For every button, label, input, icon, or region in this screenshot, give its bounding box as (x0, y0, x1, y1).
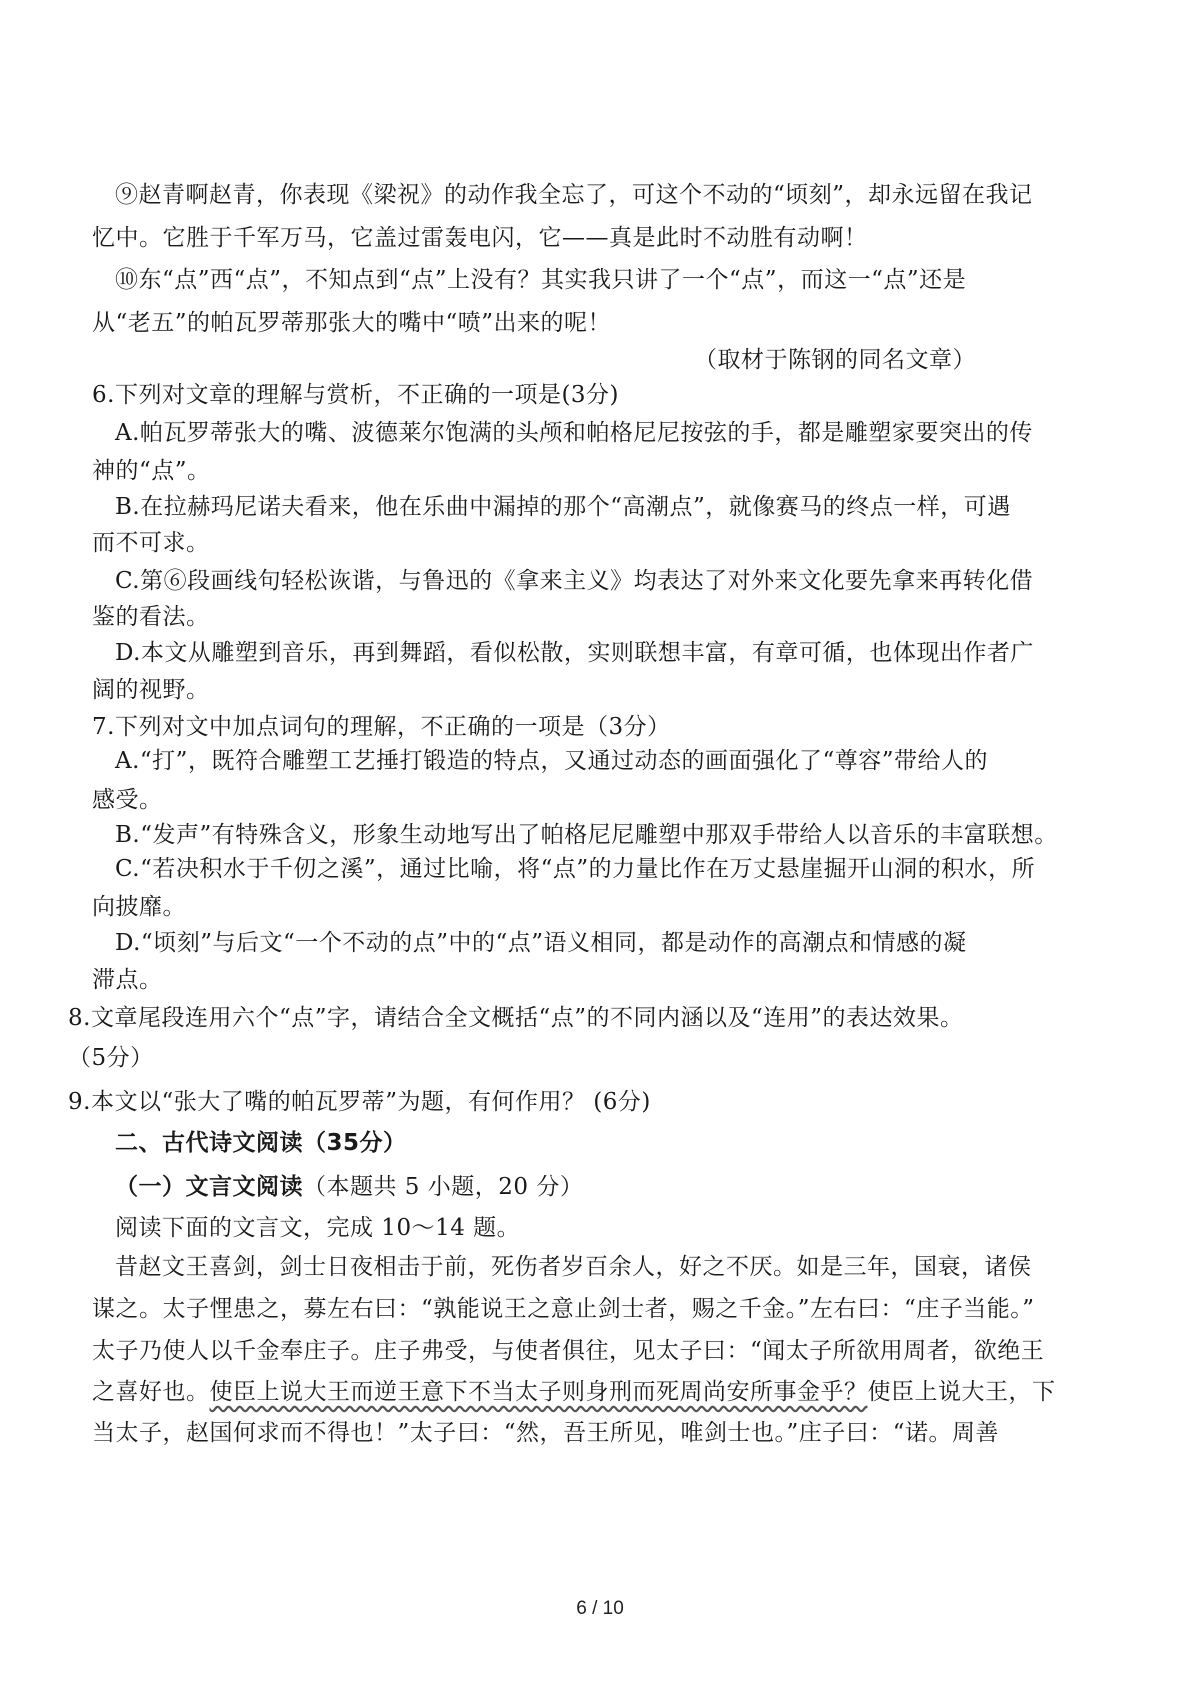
question-6-option-c-line-2: 鉴的看法。 (92, 604, 210, 630)
classical-text-line-4 (92, 1377, 1056, 1407)
question-8-line-1: 8.文章尾段连用六个“点”字，请结合全文概括“点”的不同内涵以及“连用”的表达效果。 (68, 1005, 964, 1031)
classical-text-line-5: 当太子，赵国何求而不得也！”太子曰：“然，吾王所见，唯剑士也。”庄子曰：“诺。周善 (92, 1420, 1000, 1446)
question-6-option-c-line-1: C.第⑥段画线句轻松诙谐，与鲁迅的《拿来主义》均表达了对外来文化要先拿来再转化借 (115, 568, 1034, 594)
classical-text-line-2: 谋之。太子悝患之，募左右曰：“孰能说王之意止剑士者，赐之千金。”左右曰：“庄子当能。” (92, 1296, 1035, 1322)
paragraph-10-line-2: 从“老五”的帕瓦罗蒂那张大的嘴中“喷”出来的呢！ (92, 310, 612, 336)
question-7-option-d-line-1: D.“顷刻”与后文“一个不动的点”中的“点”语义相同，都是动作的高潮点和情感的凝 (115, 930, 967, 956)
question-6-option-b-line-2: 而不可求。 (92, 530, 210, 556)
classical-text-segment: 之喜好也。 (92, 1379, 210, 1405)
question-7-option-c-line-1: C.“若决积水于千仞之溪”，通过比喻，将“点”的力量比作在万丈悬崖掘开山洞的积水，所 (115, 856, 1036, 882)
question-8-line-2: （5分） (68, 1045, 154, 1071)
question-6-option-a-line-2: 神的“点”。 (92, 458, 211, 484)
question-6-option-b-line-1: B.在拉赫玛尼诺夫看来，他在乐曲中漏掉的那个“高潮点”，就像赛马的终点一样，可遇 (115, 494, 1011, 520)
section-2-title: 二、古代诗文阅读（35分） (115, 1130, 407, 1156)
question-6-option-a-line-1: A.帕瓦罗蒂张大的嘴、波德莱尔饱满的头颅和帕格尼尼按弦的手，都是雕塑家要突出的传 (115, 420, 1033, 446)
question-7-option-a-line-2: 感受。 (92, 787, 163, 813)
question-6-option-d-line-1: D.本文从雕塑到音乐，再到舞蹈，看似松散，实则联想丰富，有章可循，也体现出作者广 (115, 640, 1034, 666)
question-7-option-d-line-2: 滞点。 (92, 967, 163, 993)
reading-instruction: 阅读下面的文言文，完成 10～14 题。 (115, 1215, 521, 1241)
classical-text-line-1: 昔赵文王喜剑，剑士日夜相击于前，死伤者岁百余人，好之不厌。如是三年，国衰，诸侯 (115, 1254, 1032, 1280)
question-6-stem: 6.下列对文章的理解与赏析，不正确的一项是(3分) (92, 382, 620, 408)
classical-text-segment: 使臣上说大王，下 (867, 1379, 1056, 1405)
question-7-option-c-line-2: 向披靡。 (92, 894, 186, 920)
paragraph-9-line-2: 忆中。它胜于千军万马，它盖过雷轰电闪，它——真是此时不动胜有动啊！ (92, 225, 868, 251)
subsection-title: （一）文言文阅读 (115, 1174, 303, 1200)
subsection-heading (115, 1172, 583, 1202)
question-7-option-a-line-1: A.“打”，既符合雕塑工艺捶打锻造的特点，又通过动态的画面强化了“尊容”带给人的 (115, 748, 988, 774)
question-9: 9.本文以“张大了嘴的帕瓦罗蒂”为题，有何作用？ (6分) (68, 1089, 651, 1115)
paragraph-10-line-1: ⑩东“点”西“点”，不知点到“点”上没有？其实我只讲了一个“点”，而这一“点”还是 (115, 267, 967, 293)
page-number: 6 / 10 (576, 1598, 624, 1619)
classical-text-line-3: 太子乃使人以千金奉庄子。庄子弗受，与使者俱往，见太子曰：“闻太子所欲用周者，欲绝王 (92, 1338, 1045, 1364)
subsection-note: （本题共 5 小题，20 分） (303, 1174, 584, 1200)
paragraph-9-line-1: ⑨赵青啊赵青，你表现《梁祝》的动作我全忘了，可这个不动的“顷刻”，却永远留在我记 (115, 182, 1033, 208)
wavy-underlined-sentence: 使臣上说大王而逆王意下不当太子则身刑而死周尚安所事金乎？ (209, 1379, 868, 1405)
question-7-stem: 7.下列对文中加点词句的理解，不正确的一项是（3分） (92, 714, 671, 740)
question-7-option-b: B.“发声”有特殊含义，形象生动地写出了帕格尼尼雕塑中那双手带给人以音乐的丰富联想。 (115, 822, 1058, 848)
source-note: （取材于陈钢的同名文章） (694, 347, 976, 373)
question-6-option-d-line-2: 阔的视野。 (92, 677, 210, 703)
